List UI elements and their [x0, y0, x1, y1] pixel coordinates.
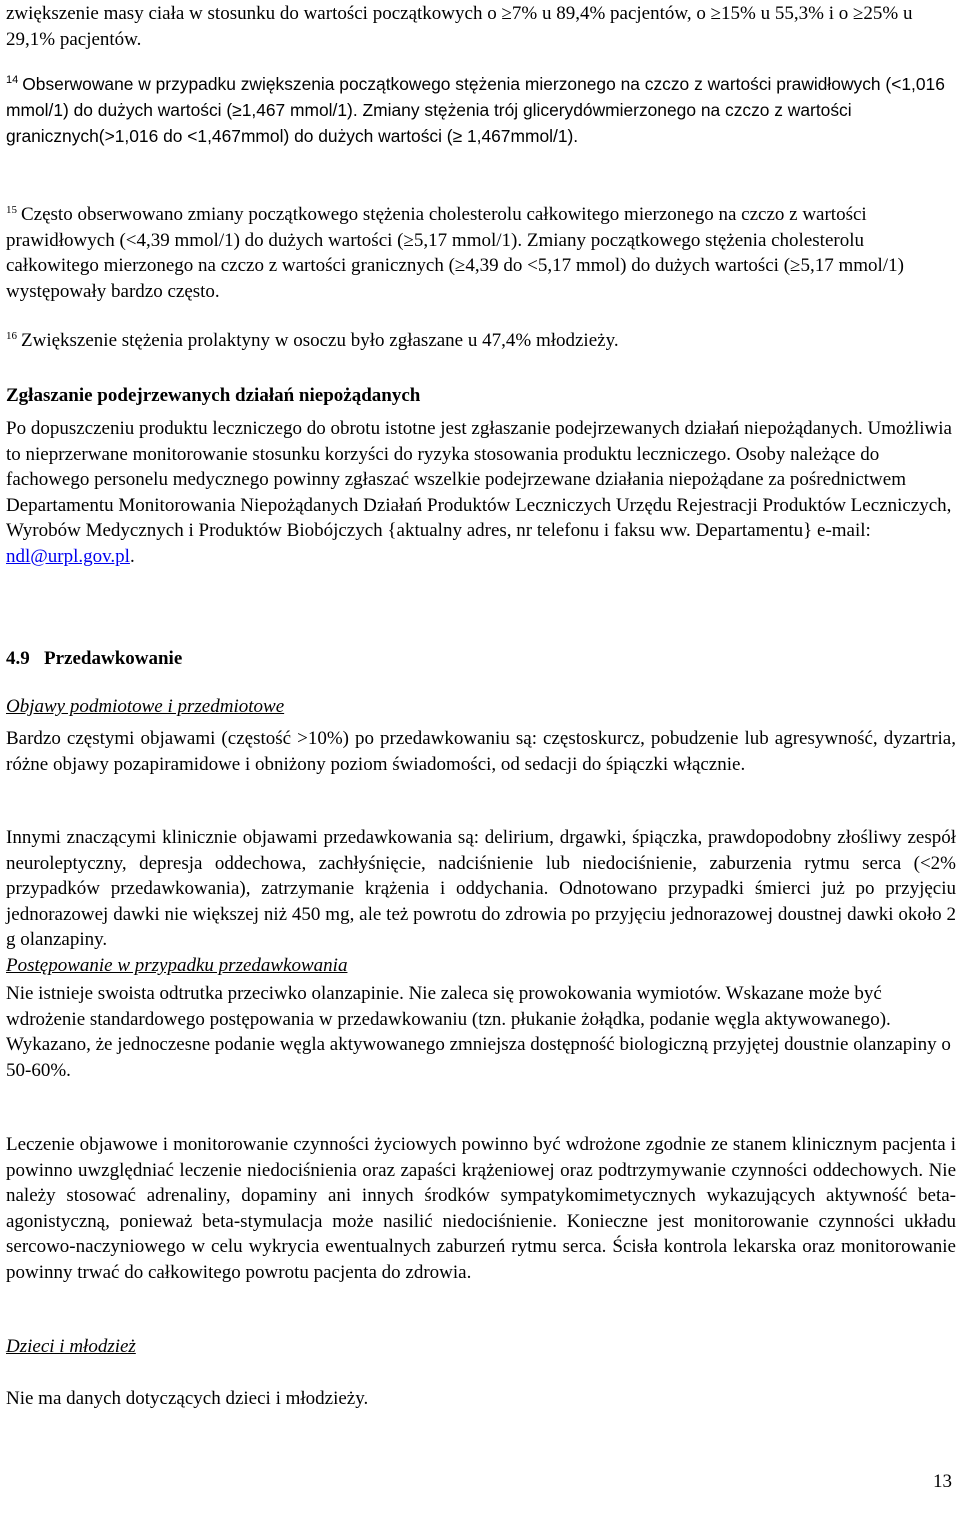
symptoms-paragraph-2: Innymi znaczącymi klinicznie objawami przedawkowania są: delirium, drgawki, śpiączka, prawdopodobny złośliwy zespół neuroleptyczny, depresja oddechowa, zachłyśnięcie, nadciśnienie lub niedociśnienie, zaburzenia rytmu serca (<2% przypadków przedawkowania), zatrzymanie krążenia i oddychania. Odnotowano przypadki śmierci już po przyjęciu jednorazowej dawki nie większej niż 450 mg, ale też powrotu do zdrowia po przyjęciu jednorazowej doustnej dawki około 2 g olanzapiny. [6, 827, 956, 950]
management-paragraph-2: Leczenie objawowe i monitorowanie czynności życiowych powinno być wdrożone zgodnie ze stanem klinicznym pacjenta i powinno uwzględniać leczenie niedociśnienia oraz zapaści krążeniowej oraz podtrzymywanie czynności oddechowych. Nie należy stosować adrenaliny, dopaminy ani innych środków sympatykomimetycznych wykazujących aktywność beta-agonistyczną, ponieważ beta-stymulacja może nasilić niedociśnienie. Konieczne jest monitorowanie czynności układu sercowo-naczyniowego w celu wykrycia ewentualnych zaburzeń rytmu serca. Ścisła kontrola lekarska oraz monitorowanie powinny trwać do całkowitego powrotu pacjenta do zdrowia. [6, 1134, 956, 1283]
subsection-management-title: Postępowanie w przypadku przedawkowania [6, 955, 348, 976]
footnote-14 [6, 71, 956, 149]
footnote-number: 14 [6, 74, 19, 86]
symptoms-paragraph-1: Bardzo częstymi objawami (częstość >10%) po przedawkowaniu są: częstoskurcz, pobudzenie lub agresywność, dyzartria, różne objawy pozapiramidowe i obniżony poziom świadomości, od sedacji do śpiączki włącznie. [6, 728, 956, 775]
children-paragraph: Nie ma danych dotyczących dzieci i młodzieży. [6, 1388, 369, 1409]
reporting-tail: . [129, 545, 135, 567]
section-number: 4.9 [6, 648, 30, 669]
page-number: 13 [933, 1471, 952, 1492]
footnote-number: 16 [6, 330, 17, 342]
section-heading [6, 646, 956, 672]
reporting-heading: Zgłaszanie podejrzewanych działań niepożądanych [6, 385, 421, 406]
reporting-paragraph [6, 416, 956, 569]
subsection-children-title: Dzieci i młodzież [6, 1336, 136, 1357]
footnote-14-text-continued: Zmiany stężenia trój glicerydówmierzonego na czczo z wartości granicznych(>1,016 do <1,467mmol) do dużych wartości (≥ 1,467mmol/1). [6, 100, 852, 146]
footnote-15-text: Często obserwowano zmiany początkowego stężenia cholesterolu całkowitego mierzonego na czczo z wartości prawidłowych (<4,39 mmol/1) do dużych wartości (≥5,17 mmol/1). Zmiany początkowego stężenia cholesterolu całkowitego mierzonego na czczo z wartości granicznych (≥4,39 do <5,17 mmol) do dużych wartości (≥5,17 mmol/1) występowały bardzo często. [6, 204, 904, 302]
footnote-16-text: Zwiększenie stężenia prolaktyny w osoczu było zgłaszane u 47,4% młodzieży. [21, 330, 619, 351]
footnote-16 [6, 328, 956, 354]
email-link[interactable]: ndl@urpl.gov.pl [6, 545, 130, 567]
weight-gain-text: zwiększenie masy ciała w stosunku do wartości początkowych o ≥7% u 89,4% pacjentów, o ≥15% u 55,3% i o ≥25% u 29,1% pacjentów. [6, 3, 913, 50]
subsection-symptoms-title: Objawy podmiotowe i przedmiotowe [6, 696, 285, 717]
section-title: Przedawkowanie [44, 648, 183, 669]
reporting-text: Po dopuszczeniu produktu leczniczego do obrotu istotne jest zgłaszanie podejrzewanych działań niepożądanych. Umożliwia to nieprzerwane monitorowanie stosunku korzyści do ryzyka stosowania produktu leczniczego. Osoby należące do fachowego personelu medycznego powinny zgłaszać wszelkie podejrzewane działania niepożądane za pośrednictwem Departamentu Monitorowania Niepożądanych Działań Produktów Leczniczych Urzędu Rejestracji Produktów Leczniczych, Wyrobów Medycznych i Produktów Biobójczych {aktualny adres, nr telefonu i faksu ww. Departamentu} e-mail: [6, 418, 952, 541]
management-paragraph-1: Nie istnieje swoista odtrutka przeciwko olanzapinie. Nie zaleca się prowokowania wymiotów. Wskazane może być wdrożenie standardowego postępowania w przedawkowaniu (tzn. płukanie żołądka, podanie węgla aktywowanego). Wykazano, że jednoczesne podanie węgla aktywowanego zmniejsza dostępność biologiczną przyjętej doustnie olanzapiny o 50-60%. [6, 983, 951, 1081]
footnote-14-text: Obserwowane w przypadku zwiększenia początkowego stężenia mierzonego na czczo z wartości prawidłowych (<1,016 mmol/1) do dużych wartości (≥1,467 mmol/1). [6, 74, 945, 120]
footnote-15 [6, 202, 956, 304]
footnote-number: 15 [6, 204, 17, 216]
